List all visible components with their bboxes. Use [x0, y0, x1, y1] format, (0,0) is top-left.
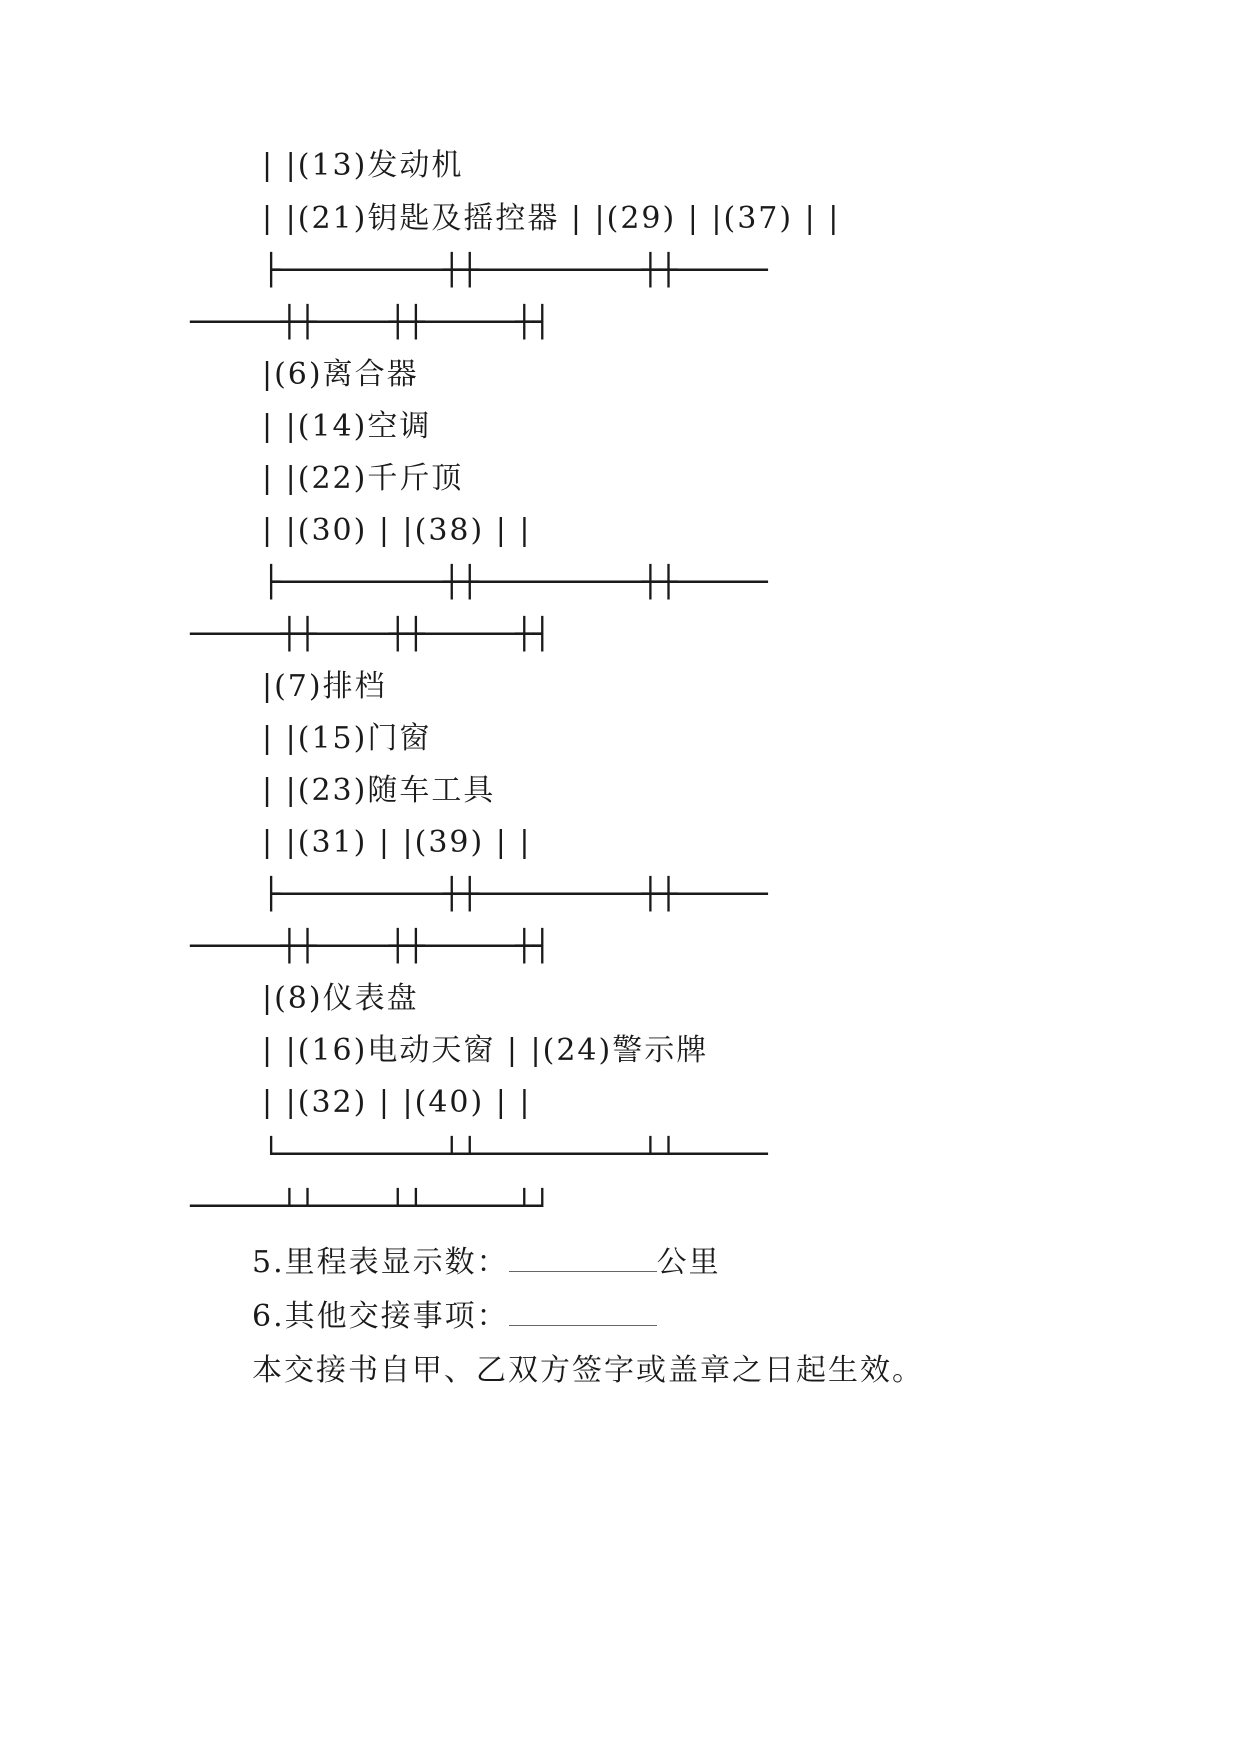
table-border: ─────┼┼────┼┼─────┼┤: [190, 305, 552, 340]
table-row: | |(15)门窗: [262, 721, 432, 756]
table-border: ─────┼┼────┼┼─────┼┤: [190, 617, 552, 652]
table-border: ├─────────┼┼─────────┼┼─────: [262, 877, 768, 912]
effective-clause: 本交接书自甲、乙双方签字或盖章之日起生效。: [252, 1353, 924, 1388]
odometer-label: 5.里程表显示数：: [252, 1245, 509, 1280]
table-row: | |(21)钥匙及摇控器 | |(29) | |(37) | |: [262, 201, 841, 236]
table-border: ─────┼┼────┼┼─────┼┤: [190, 929, 552, 964]
table-row: | |(31) | |(39) | |: [262, 825, 532, 860]
odometer-blank[interactable]: [509, 1243, 657, 1272]
other-matters-line: [252, 1297, 657, 1337]
table-border: └─────────┴┴─────────┴┴─────: [262, 1137, 768, 1172]
other-matters-blank[interactable]: [509, 1297, 657, 1326]
table-row: | |(16)电动天窗 | |(24)警示牌: [262, 1033, 709, 1068]
table-border: ├─────────┼┼─────────┼┼─────: [262, 565, 768, 600]
table-row: | |(30) | |(38) | |: [262, 513, 532, 548]
odometer-line: [252, 1243, 721, 1283]
odometer-unit: 公里: [656, 1245, 721, 1280]
table-border: ─────┴┴────┴┴─────┴┘: [190, 1189, 552, 1224]
table-row: | |(23)随车工具: [262, 773, 496, 808]
table-row: | |(14)空调: [262, 409, 432, 444]
table-row: |(6)离合器: [262, 357, 419, 392]
table-row: | |(13)发动机: [262, 148, 464, 183]
table-row: | |(32) | |(40) | |: [262, 1085, 532, 1120]
table-row: |(8)仪表盘: [262, 981, 419, 1016]
other-matters-label: 6.其他交接事项：: [252, 1299, 509, 1334]
table-border: ├─────────┼┼─────────┼┼─────: [262, 253, 768, 288]
table-row: | |(22)千斤顶: [262, 461, 464, 496]
table-row: |(7)排档: [262, 669, 387, 704]
